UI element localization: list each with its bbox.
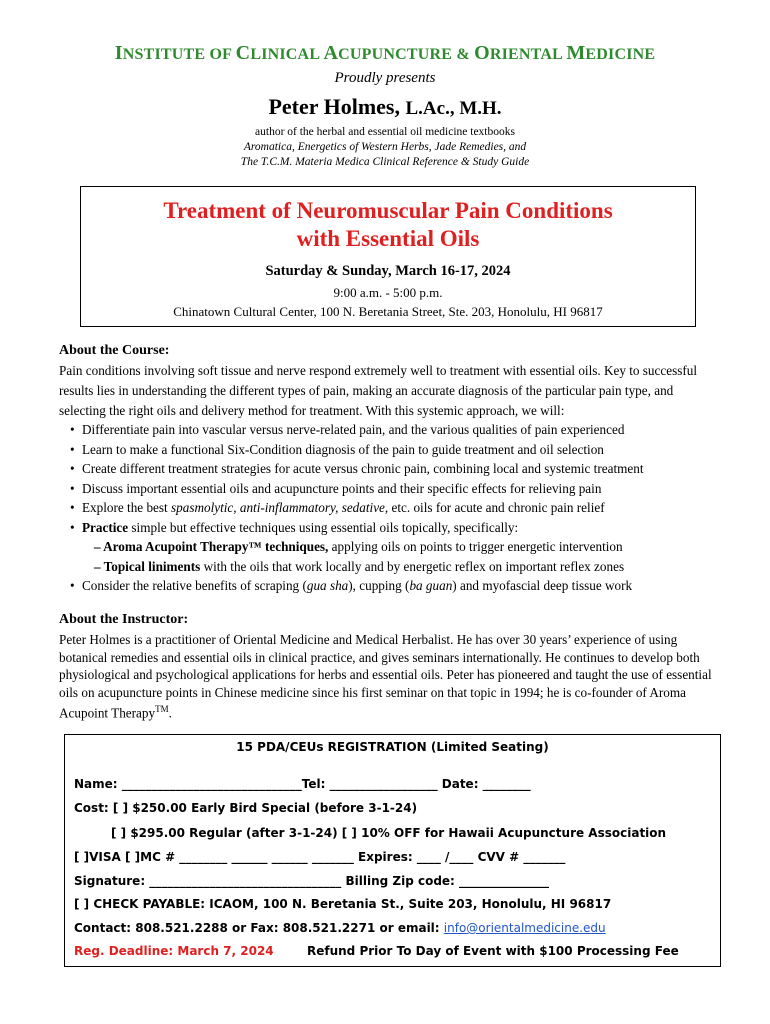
registration-deadline: Reg. Deadline: March 7, 2024 [74, 944, 274, 958]
event-dates: Saturday & Sunday, March 16-17, 2024 [265, 263, 511, 279]
registration-form [64, 734, 721, 967]
contact-line: Contact: 808.521.2288 or Fax: 808.521.2271 or email: info@orientalmedicine.edu [74, 921, 606, 935]
name-tel-date-fields[interactable]: Name: ______________________________Tel: __________________ Date: ________ [74, 777, 531, 791]
list-item: • Explore the best spasmolytic, anti-inflammatory, sedative, etc. oils for acute and chronic pain relief [70, 500, 605, 515]
book-titles-line: The T.C.M. Materia Medica Clinical Reference & Study Guide [240, 156, 530, 168]
author-line: author of the herbal and essential oil medicine textbooks [255, 126, 515, 138]
check-payable-option[interactable]: [ ] CHECK PAYABLE: ICAOM, 100 N. Beretania St., Suite 203, Honolulu, HI 96817 [74, 897, 612, 911]
card-details-fields[interactable]: [ ]VISA [ ]MC # ________ ______ ______ _______ Expires: ____ /____ CVV # _______ [74, 850, 566, 864]
list-item: • Discuss important essential oils and acupuncture points and their specific effects for relieving pain [70, 480, 602, 496]
about-course-intro: Pain conditions involving soft tissue and nerve respond extremely well to treatment with essential oils. Key to successful results lies in understanding the different types of pain, making an accurate diagnosis of the particular pain type, and selecting the right oils and delivery method for treatment. With this systemic approach, we will: [59, 363, 698, 418]
cost-early-bird-option[interactable]: Cost: [ ] $250.00 Early Bird Special (before 3-1-24) [74, 801, 418, 815]
email-link[interactable]: info@orientalmedicine.edu [443, 921, 606, 935]
presenter-name: Peter Holmes, L.Ac., M.H. [268, 94, 502, 119]
author-credits [0, 125, 770, 170]
cost-regular-option[interactable]: [ ] $295.00 Regular (after 3-1-24) [ ] 10% OFF for Hawaii Acupuncture Association [111, 826, 667, 840]
registration-title: 15 PDA/CEUs REGISTRATION (Limited Seating) [236, 740, 549, 754]
event-title: Treatment of Neuromuscular Pain Conditions with Essential Oils [163, 198, 613, 251]
sub-list-item: – Topical liniments with the oils that work locally and by energetic reflex on important reflex zones [94, 558, 625, 574]
list-item: • Practice simple but effective techniques using essential oils topically, specifically: [70, 519, 519, 535]
about-course-heading: About the Course: [59, 343, 170, 358]
list-item: • Consider the relative benefits of scraping (gua sha), cupping (ba guan) and myofascial deep tissue work [70, 578, 633, 593]
book-titles-line: Aromatica, Energetics of Western Herbs, Jade Remedies, and [243, 141, 527, 153]
event-box [80, 186, 696, 327]
proudly-presents: Proudly presents [334, 70, 436, 86]
list-item: • Differentiate pain into vascular versus nerve-related pain, and the various qualities of pain experienced [70, 422, 625, 437]
event-venue: Chinatown Cultural Center, 100 N. Beretania Street, Ste. 203, Honolulu, HI 96817 [173, 304, 603, 319]
course-bullet-list [70, 420, 730, 596]
about-instructor-heading: About the Instructor: [59, 612, 189, 627]
refund-policy: Refund Prior To Day of Event with $100 Processing Fee [307, 944, 679, 958]
instructor-bio: Peter Holmes is a practitioner of Oriental Medicine and Medical Herbalist. He has over 30 years’ experience of using botanical remedies and essential oils in clinical practice, and gives seminars internationally. He continues to develop both physiological and psychological applications for herbs and essential oils. Peter has pioneered and taught the use of essential oils on acupuncture points in Chinese medicine since his first seminar on that topic in 1994; he is co-founder of Aroma Acupoint Therapy™. [59, 632, 712, 721]
list-item: • Learn to make a functional Six-Condition diagnosis of the pain to guide treatment and oil selection [70, 441, 604, 457]
event-time: 9:00 a.m. - 5:00 p.m. [333, 285, 443, 300]
signature-zip-fields[interactable]: Signature: ________________________________ Billing Zip code: _______________ [74, 874, 550, 888]
sub-list-item: – Aroma Acupoint Therapy™ techniques, applying oils on points to trigger energetic intervention [94, 539, 623, 554]
list-item: • Create different treatment strategies for acute versus chronic pain, combining local and systemic treatment [70, 461, 644, 476]
institute-name: INSTITUTE OF CLINICAL ACUPUNCTURE & ORIENTAL MEDICINE [114, 42, 656, 64]
